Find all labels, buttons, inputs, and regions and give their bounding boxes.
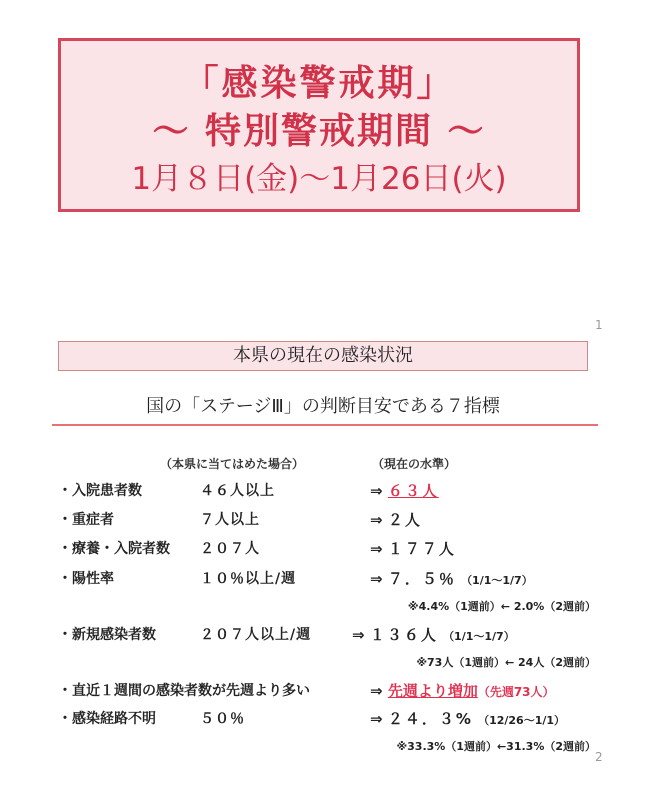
indicator-name: ・直近１週間の感染者数が先週より多い: [58, 683, 310, 699]
divider: [52, 424, 598, 426]
current-value: １７７人: [387, 540, 456, 558]
indicator-current: [352, 624, 515, 645]
banner-title: 「感染警戒期」: [182, 63, 456, 104]
indicator-threshold: ７人以上: [200, 512, 260, 528]
page-number: 1: [595, 318, 603, 332]
current-value: ２人: [387, 511, 422, 529]
current-column-header: （現在の水準）: [372, 457, 457, 471]
page-number: 2: [595, 750, 603, 764]
indicator-threshold: １０％以上/週: [200, 571, 297, 587]
indicator-row-severe: [0, 509, 652, 531]
indicator-name: ・新規感染者数: [58, 627, 156, 643]
indicator-row-positivity: [0, 568, 652, 590]
current-value: １３６人: [369, 626, 438, 644]
indicator-row-inpatients: [0, 480, 652, 502]
positivity-note: ※4.4%（1週前）← 2.0%（2週前）: [407, 600, 596, 613]
indicator-current: [370, 509, 422, 530]
unknown-route-note: ※33.3%（1週前）←31.3%（2週前）: [396, 740, 596, 753]
period: （12/26～1/1）: [478, 714, 566, 727]
indicator-name: ・療養・入院者数: [58, 541, 170, 557]
new-cases-note: ※73人（1週前）← 24人（2週前）: [416, 656, 596, 669]
indicator-current: [370, 568, 533, 589]
indicator-name: ・感染経路不明: [58, 711, 156, 727]
arrow-icon: ⇒: [370, 482, 383, 500]
indicator-name: ・重症者: [58, 512, 114, 528]
arrow-icon: ⇒: [370, 511, 383, 529]
indicator-row-new-cases: [0, 624, 652, 646]
current-value: ２４．３%: [387, 710, 473, 728]
indicator-name: ・入院患者数: [58, 483, 142, 499]
arrow-icon: ⇒: [370, 570, 383, 588]
arrow-icon: ⇒: [352, 626, 365, 644]
indicator-row-recuperation: [0, 538, 652, 560]
section-title: 本県の現在の感染状況: [58, 341, 588, 371]
indicator-threshold: ４６人以上: [200, 483, 275, 499]
indicators-subtitle: 国の「ステージⅢ」の判断目安である７指標: [146, 396, 500, 417]
previous-week-count: （先週73人）: [477, 685, 555, 699]
current-value: ６３人: [387, 482, 439, 500]
indicator-row-weekly-increase: [0, 680, 652, 702]
indicator-threshold: ２０７人以上/週: [200, 627, 312, 643]
indicator-current: [370, 480, 439, 501]
period: （1/1～1/7）: [443, 630, 515, 643]
banner-date-range: 1月８日(金)～1月26日(火): [131, 161, 507, 197]
indicator-threshold: ５０％: [200, 711, 245, 727]
indicator-current: [370, 538, 456, 559]
period: （1/1～1/7）: [461, 574, 533, 587]
banner-subtitle: ～ 特別警戒期間 ～: [152, 111, 486, 152]
indicator-current: [370, 708, 565, 729]
indicator-current: [370, 680, 555, 701]
arrow-icon: ⇒: [370, 682, 383, 700]
indicator-name: ・陽性率: [58, 571, 114, 587]
threshold-column-header: （本県に当てはめた場合）: [160, 457, 305, 471]
arrow-icon: ⇒: [370, 540, 383, 558]
arrow-icon: ⇒: [370, 710, 383, 728]
indicator-threshold: ２０７人: [200, 541, 260, 557]
current-value: ７．５％: [387, 570, 456, 588]
indicator-row-unknown-route: [0, 708, 652, 730]
current-value: 先週より増加: [387, 682, 478, 700]
alert-banner: [58, 38, 580, 212]
